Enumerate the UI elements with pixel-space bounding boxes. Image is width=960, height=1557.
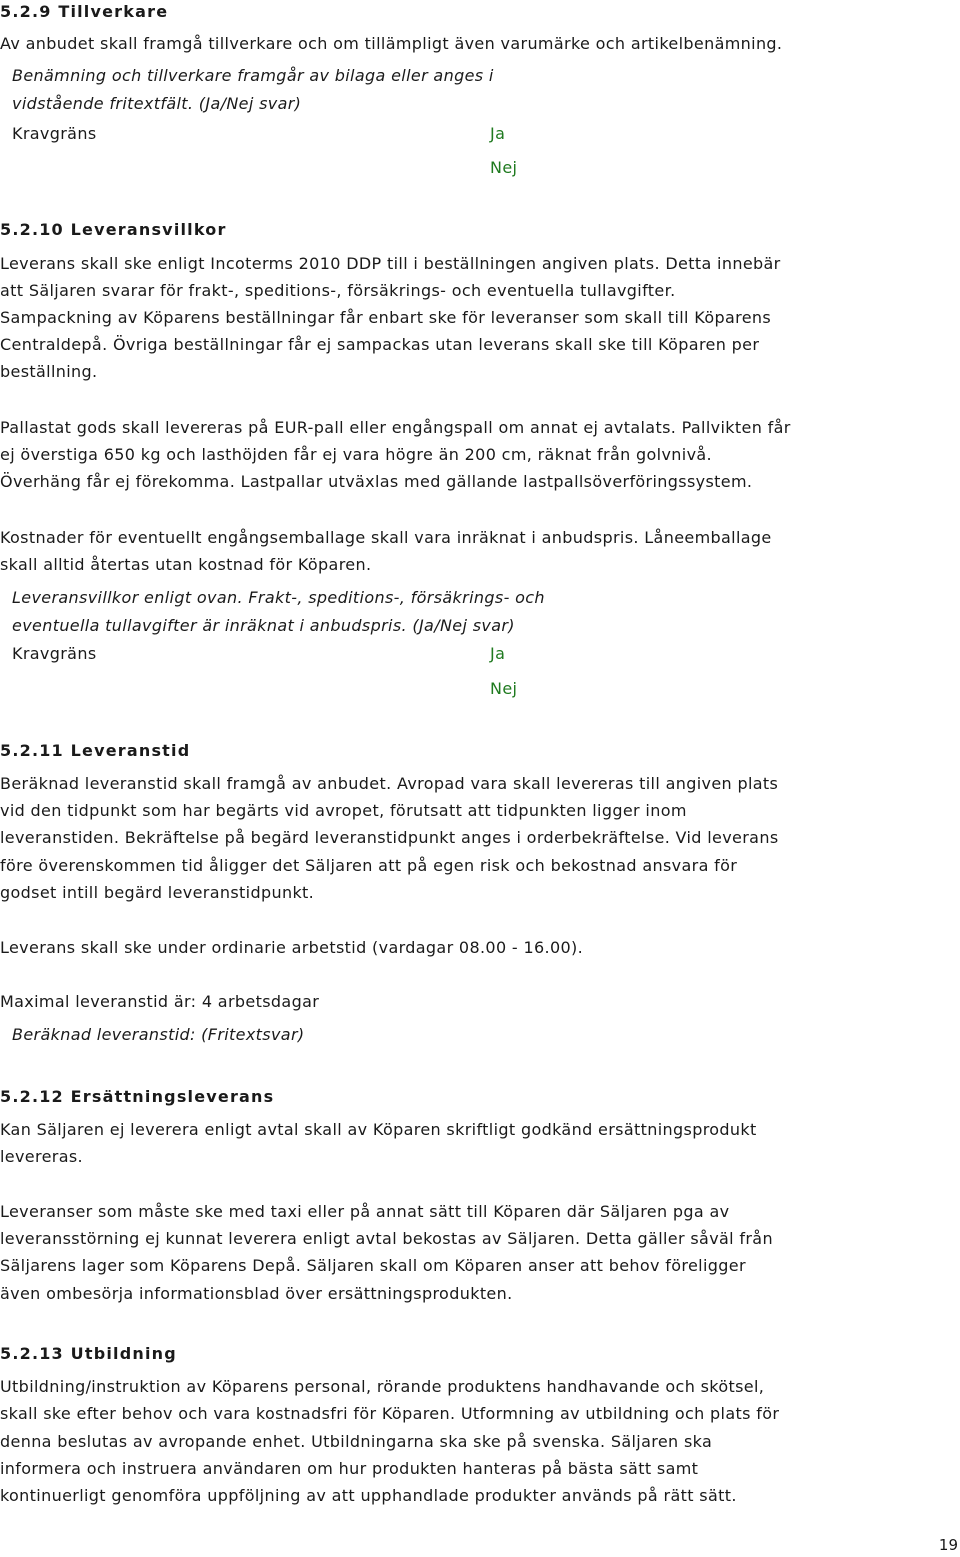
body-text: skall alltid återtas utan kostnad för Köparen. (0, 555, 372, 574)
body-text: Av anbudet skall framgå tillverkare och om tillämpligt även varumärke och artikelbenämning. (0, 34, 783, 53)
body-text: även ombesörja informationsblad över ersättningsprodukten. (0, 1284, 513, 1303)
body-text: kontinuerligt genomföra uppföljning av att upphandlade produkter används på rätt sätt. (0, 1486, 737, 1505)
body-text: Överhäng får ej förekomma. Lastpallar utväxlas med gällande lastpallsöverföringssystem. (0, 472, 753, 491)
body-text: beställning. (0, 362, 98, 381)
body-text: Kan Säljaren ej leverera enligt avtal skall av Köparen skriftligt godkänd ersättningsprodukt (0, 1120, 757, 1139)
body-text: Centraldepå. Övriga beställningar får ej sampackas utan leverans skall ske till Köparen per (0, 335, 760, 354)
question-text: eventuella tullavgifter är inräknat i anbudspris. (Ja/Nej svar) (12, 616, 515, 635)
section-heading-5-2-11: 5.2.11 Leveranstid (0, 741, 191, 760)
body-text: Kostnader för eventuellt engångsemballage skall vara inräknat i anbudspris. Låneemballage (0, 528, 772, 547)
option-ja[interactable]: Ja (490, 644, 506, 663)
body-text: Utbildning/instruktion av Köparens personal, rörande produktens handhavande och skötsel, (0, 1377, 765, 1396)
section-heading-5-2-13: 5.2.13 Utbildning (0, 1344, 177, 1363)
body-text: godset intill begärd leveranstidpunkt. (0, 883, 315, 902)
option-nej[interactable]: Nej (490, 158, 518, 177)
body-text: informera och instruera användaren om hur produkten hanteras på bästa sätt samt (0, 1459, 699, 1478)
body-text: vid den tidpunkt som har begärts vid avropet, förutsatt att tidpunkten ligger inom (0, 801, 687, 820)
body-text: ej överstiga 650 kg och lasthöjden får ej vara högre än 200 cm, räknat från golvnivå. (0, 445, 712, 464)
question-text: Leveransvillkor enligt ovan. Frakt-, speditions-, försäkrings- och (12, 588, 545, 607)
option-nej[interactable]: Nej (490, 679, 518, 698)
option-ja[interactable]: Ja (490, 124, 506, 143)
body-text: Leverans skall ske under ordinarie arbetstid (vardagar 08.00 - 16.00). (0, 938, 584, 957)
kravgrans-label: Kravgräns (12, 644, 97, 663)
body-text: levereras. (0, 1147, 83, 1166)
body-text: Säljarens lager som Köparens Depå. Säljaren skall om Köparen anser att behov föreligger (0, 1256, 746, 1275)
body-text: leveranstiden. Bekräftelse på begärd leveranstidpunkt anges i orderbekräftelse. Vid leverans (0, 828, 779, 847)
section-heading-5-2-9: 5.2.9 Tillverkare (0, 2, 169, 21)
question-text: vidstående fritextfält. (Ja/Nej svar) (12, 94, 302, 113)
body-text: denna beslutas av avropande enhet. Utbildningarna ska ske på svenska. Säljaren ska (0, 1432, 713, 1451)
body-text: Sampackning av Köparens beställningar får enbart ske för leveranser som skall till Köparens (0, 308, 772, 327)
body-text: Maximal leveranstid är: 4 arbetsdagar (0, 992, 320, 1011)
section-heading-5-2-12: 5.2.12 Ersättningsleverans (0, 1087, 275, 1106)
body-text: leveransstörning ej kunnat leverera enligt avtal bekostas av Säljaren. Detta gäller såväl från (0, 1229, 773, 1248)
body-text: att Säljaren svarar för frakt-, speditions-, försäkrings- och eventuella tullavgifter. (0, 281, 676, 300)
body-text: före överenskommen tid åligger det Säljaren att på egen risk och bekostnad ansvara för (0, 856, 738, 875)
body-text: Pallastat gods skall levereras på EUR-pall eller engångspall om annat ej avtalats. Pallvikten får (0, 418, 791, 437)
body-text: Beräknad leveranstid skall framgå av anbudet. Avropad vara skall levereras till angiven plats (0, 774, 779, 793)
body-text: skall ske efter behov och vara kostnadsfri för Köparen. Utformning av utbildning och plats för (0, 1404, 780, 1423)
body-text: Leveranser som måste ske med taxi eller på annat sätt till Köparen där Säljaren pga av (0, 1202, 730, 1221)
question-text: Benämning och tillverkare framgår av bilaga eller anges i (12, 66, 494, 85)
question-text: Beräknad leveranstid: (Fritextsvar) (12, 1025, 305, 1044)
section-heading-5-2-10: 5.2.10 Leveransvillkor (0, 220, 227, 239)
kravgrans-label: Kravgräns (12, 124, 97, 143)
body-text: Leverans skall ske enligt Incoterms 2010 DDP till i beställningen angiven plats. Detta innebär (0, 254, 781, 273)
page-number: 19 (938, 1536, 958, 1554)
